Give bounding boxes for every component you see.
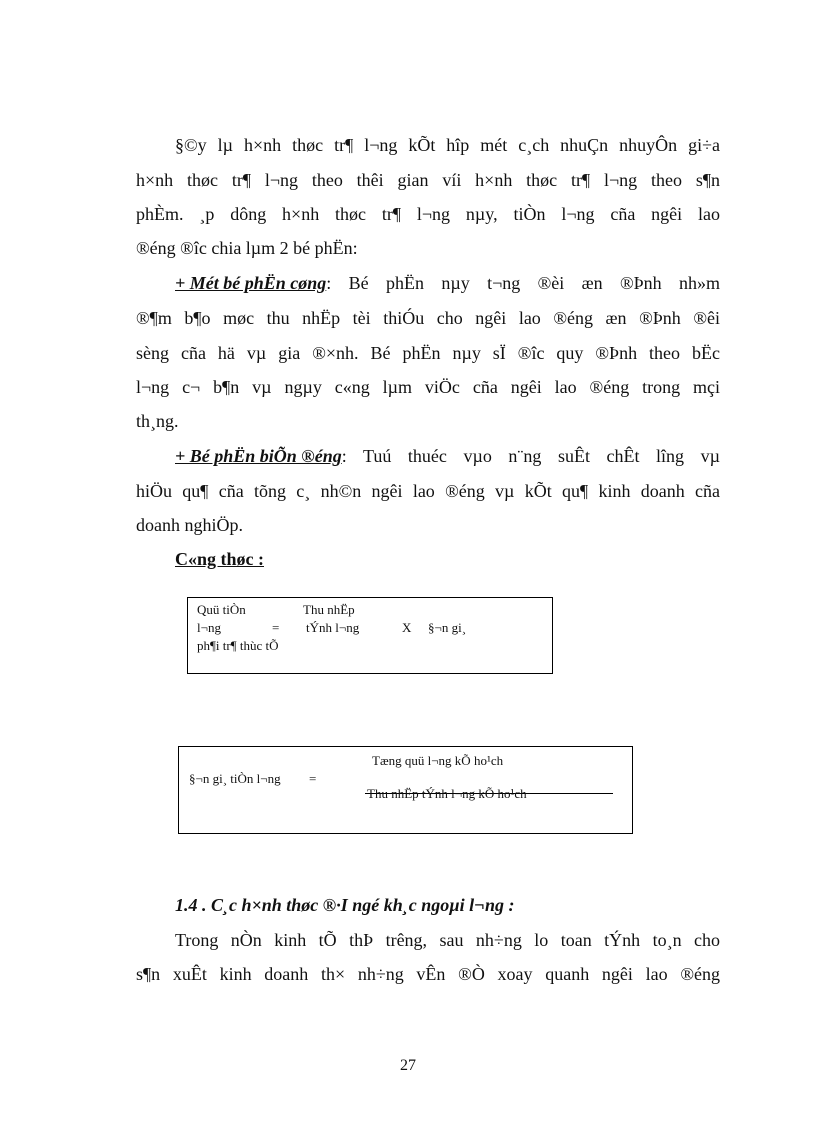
formula-2-left: §¬n gi¸ tiÒn l¬ng [189, 771, 281, 786]
paragraph-1-line-3: phÈm. ¸p dông h×nh thøc tr¶ l¬ng nµy, tiÒn l¬ng cña ngêi lao [136, 204, 720, 224]
formula-1-operator: X [402, 620, 412, 635]
formula-1-col1-line-3: ph¶i tr¶ thùc tÕ [197, 638, 279, 653]
fixed-part-label: + Mét bé phËn cøng [175, 273, 327, 293]
formula-heading: C«ng thøc : [175, 549, 264, 569]
fixed-part-line-1: : Bé phËn nµy t¬ng ®èi æn ®Þnh nh»m [326, 273, 720, 293]
fixed-part-line-3: sèng cña hä vµ gia ®×nh. Bé phËn nµy sÏ ®îc quy ®Þnh theo bËc [136, 343, 720, 363]
page-number: 27 [400, 1057, 416, 1074]
variable-part-line-2: hiÖu qu¶ cña tõng c¸ nh©n ngêi lao ®éng vµ kÕt qu¶ kinh doanh cña [136, 481, 720, 501]
fixed-part-line-4: l¬ng c¬ b¶n vµ ngµy c«ng lµm viÖc cña ngêi lao ®éng trong mçi [136, 377, 720, 397]
variable-part-label: + Bé phËn biÕn ®éng [175, 446, 342, 466]
fixed-part-line-5: th¸ng. [136, 411, 179, 431]
formula-1-col3: §¬n gi¸ [428, 620, 467, 635]
paragraph-1-line-1: §©y lµ h×nh thøc tr¶ l¬ng kÕt hîp mét c¸ch nhuÇn nhuyÔn gi÷a [175, 135, 720, 155]
fixed-part-intro [175, 271, 720, 295]
formula-2-numerator: Tæng quü l¬ng kÕ ho¹ch [372, 753, 504, 768]
fixed-part-line-2: ®¶m b¶o møc thu nhËp tèi thiÓu cho ngêi lao ®éng æn ®Þnh ®êi [136, 308, 720, 328]
formula-1-col1-line-1: Quü tiÒn [197, 602, 246, 617]
formula-1-col2-line-1: Thu nhËp [303, 602, 355, 617]
paragraph-2-line-2: s¶n xuÊt kinh doanh th× nh÷ng vÊn ®Ò xoay quanh ngêi lao ®éng [136, 964, 720, 984]
formula-1-equals: = [272, 620, 280, 635]
paragraph-1-line-4: ®éng ®îc chia lµm 2 bé phËn: [136, 238, 358, 258]
variable-part-line-3: doanh nghiÖp. [136, 515, 243, 535]
paragraph-1-line-2: h×nh thøc tr¶ l¬ng theo thêi gian víi h×nh thøc tr¶ l¬ng theo s¶n [136, 170, 720, 190]
paragraph-2-line-1: Trong nÒn kinh tÕ thÞ trêng, sau nh÷ng lo toan tÝnh to¸n cho [175, 930, 720, 950]
formula-1-col2-line-2: tÝnh l¬ng [306, 620, 360, 635]
section-heading: 1.4 . C¸c h×nh thøc ®·I ngé kh¸c ngoµi l¬ng : [175, 895, 515, 915]
formula-1-col1-line-2: l¬ng [197, 620, 221, 635]
formula-2-equals: = [309, 771, 317, 786]
formula-2-denominator: Thu nhËp tÝnh l¬ng kÕ ho¹ch [367, 786, 527, 801]
variable-part-line-1: : Tuú thuéc vµo n¨ng suÊt chÊt lîng vµ [341, 446, 720, 466]
variable-part-intro [175, 444, 720, 468]
